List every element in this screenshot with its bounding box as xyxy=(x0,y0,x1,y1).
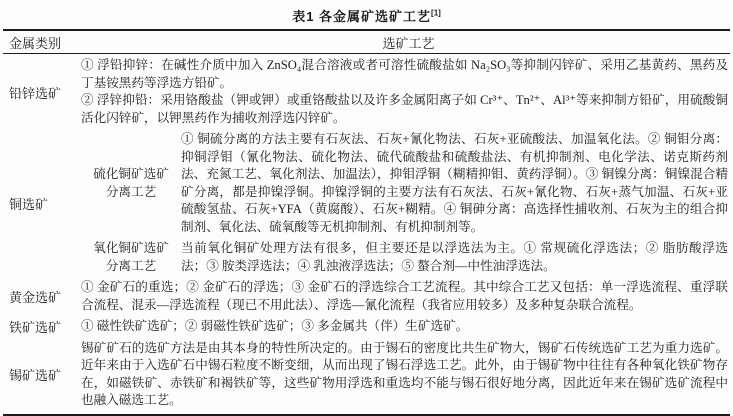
sublabel-line: 分离工艺 xyxy=(105,258,157,273)
process-cell-tin xyxy=(81,338,730,412)
table-caption-reference: [1] xyxy=(431,8,441,18)
process-paragraph: 锡矿矿石的选矿方法是由其本身的特性所决定的。由于锡石的密度比共生矿物大，锡矿石传统选矿工艺为重力选矿。近年来由于入选矿石中锡石粒度不断变细，从而出现了锡石浮选工艺。此外，由于锡矿物中往往有各种氧化铁矿物存在，如磁铁矿、赤铁矿和褐铁矿等，这些矿物用浮选和重选均不能与锡石很好地分离，因此近年来在锡矿选矿流程中也融入磁选工艺。 xyxy=(81,340,728,407)
table-row-copper xyxy=(3,129,730,277)
beneficiation-table xyxy=(3,29,730,416)
category-label-gold: 黄金选矿 xyxy=(9,290,62,305)
process-cell-gold xyxy=(81,277,730,316)
sublabel-line: 硫化铜矿选矿 xyxy=(93,167,169,181)
header-process: 选矿工艺 xyxy=(382,35,435,51)
category-label-copper: 铜选矿 xyxy=(9,196,49,212)
sublabel-line: 分离工艺 xyxy=(105,184,157,199)
process-paragraph: ① 金矿石的重选；② 金矿石的浮选；③ 金矿石的浮选综合工艺流程。其中综合工艺又包括：单一浮选流程、重浮联合流程、混汞—浮选流程（现已不用此法）、浮选—氰化流程（我省应用较多）及多种复杂联合流程。 xyxy=(81,280,728,312)
header-metal-category: 金属类别 xyxy=(9,35,62,51)
process-paragraph: 当前氧化铜矿处理方法有很多，但主要还是以浮选法为主。① 常规硫化浮选法；② 脂肪酸浮选法；③ 胺类浮选法；④ 乳浊液浮选法；⑤ 螯合剂—中性油浮选法。 xyxy=(181,241,728,273)
category-label-tin: 锡矿选矿 xyxy=(9,368,62,383)
category-label-lead-zinc: 铅锌选矿 xyxy=(9,85,62,101)
process-cell-iron xyxy=(81,316,730,338)
table-caption-text: 表1 各金属矿选矿工艺 xyxy=(292,9,432,24)
subrow-oxide-copper xyxy=(81,238,730,277)
process-paragraph: ② 浮锌抑铅：采用铬酸盐（钾或钾）或重铬酸盐以及许多金属阳离子如 Cr³⁺、Tn²⁺、Al³⁺等来抑制方铅矿，用硫酸铜活化闪锌矿，以钾黑药作为捕收剂浮选闪锌矿。 xyxy=(81,93,728,125)
table-row-lead-zinc xyxy=(3,55,730,129)
sublabel-sulfide-copper xyxy=(81,129,181,238)
copper-subrows xyxy=(81,129,730,277)
category-label-iron: 铁矿选矿 xyxy=(9,320,62,336)
sublabel-line: 氧化铜矿选矿 xyxy=(93,241,169,255)
process-paragraph: ① 铜硫分离的方法主要有石灰法、石灰+氰化物法、石灰+亚硫酸法、加温氧化法。② 铜钼分离：抑铜浮钼（氰化物法、硫化物法、硫代硫酸盐和硫酸盐法、有机抑制剂、电化学法、诺克斯药剂法、充氮工艺、氧化剂法、加温法），抑钼浮铜（糊精抑钼、黄药浮铜）。③ 铜镍分离：铜镍混合精矿分离，都是抑镍浮铜。抑镍浮铜的主要方法有石灰法、石灰+氰化物、石灰+蒸气加温、石灰+亚硫酸氢盐、石灰+YFA（黄腐酸）、石灰+糊精。④ 铜砷分离：高选择性捕收剂、石灰为主的组合抑制剂、氧化法、硫氧酸等无机抑制剂、有机抑制剂等。 xyxy=(181,132,728,234)
table-body xyxy=(3,54,730,414)
process-paragraph: ① 磁性铁矿选矿；② 弱磁性铁矿选矿；③ 多金属共（伴）生矿选矿。 xyxy=(81,319,469,333)
subrow-sulfide-copper xyxy=(81,129,730,238)
process-cell-oxide-copper xyxy=(181,238,730,277)
sublabel-oxide-copper xyxy=(81,238,181,277)
table-header-row xyxy=(3,31,730,54)
process-cell-lead-zinc xyxy=(81,55,730,129)
table-row-gold xyxy=(3,277,730,316)
table-row-iron xyxy=(3,316,730,338)
table-caption xyxy=(2,3,731,29)
process-cell-sulfide-copper xyxy=(181,129,730,238)
process-paragraph: ① 浮铅抑锌：在碱性介质中加入 ZnSO₄混合溶液或者可溶性硫酸盐如 Na₂SO₃等抑制闪锌矿、采用乙基黄药、黑药及丁基铵黑药等浮选方铅矿。 xyxy=(81,58,728,90)
table-row-tin xyxy=(3,338,730,412)
